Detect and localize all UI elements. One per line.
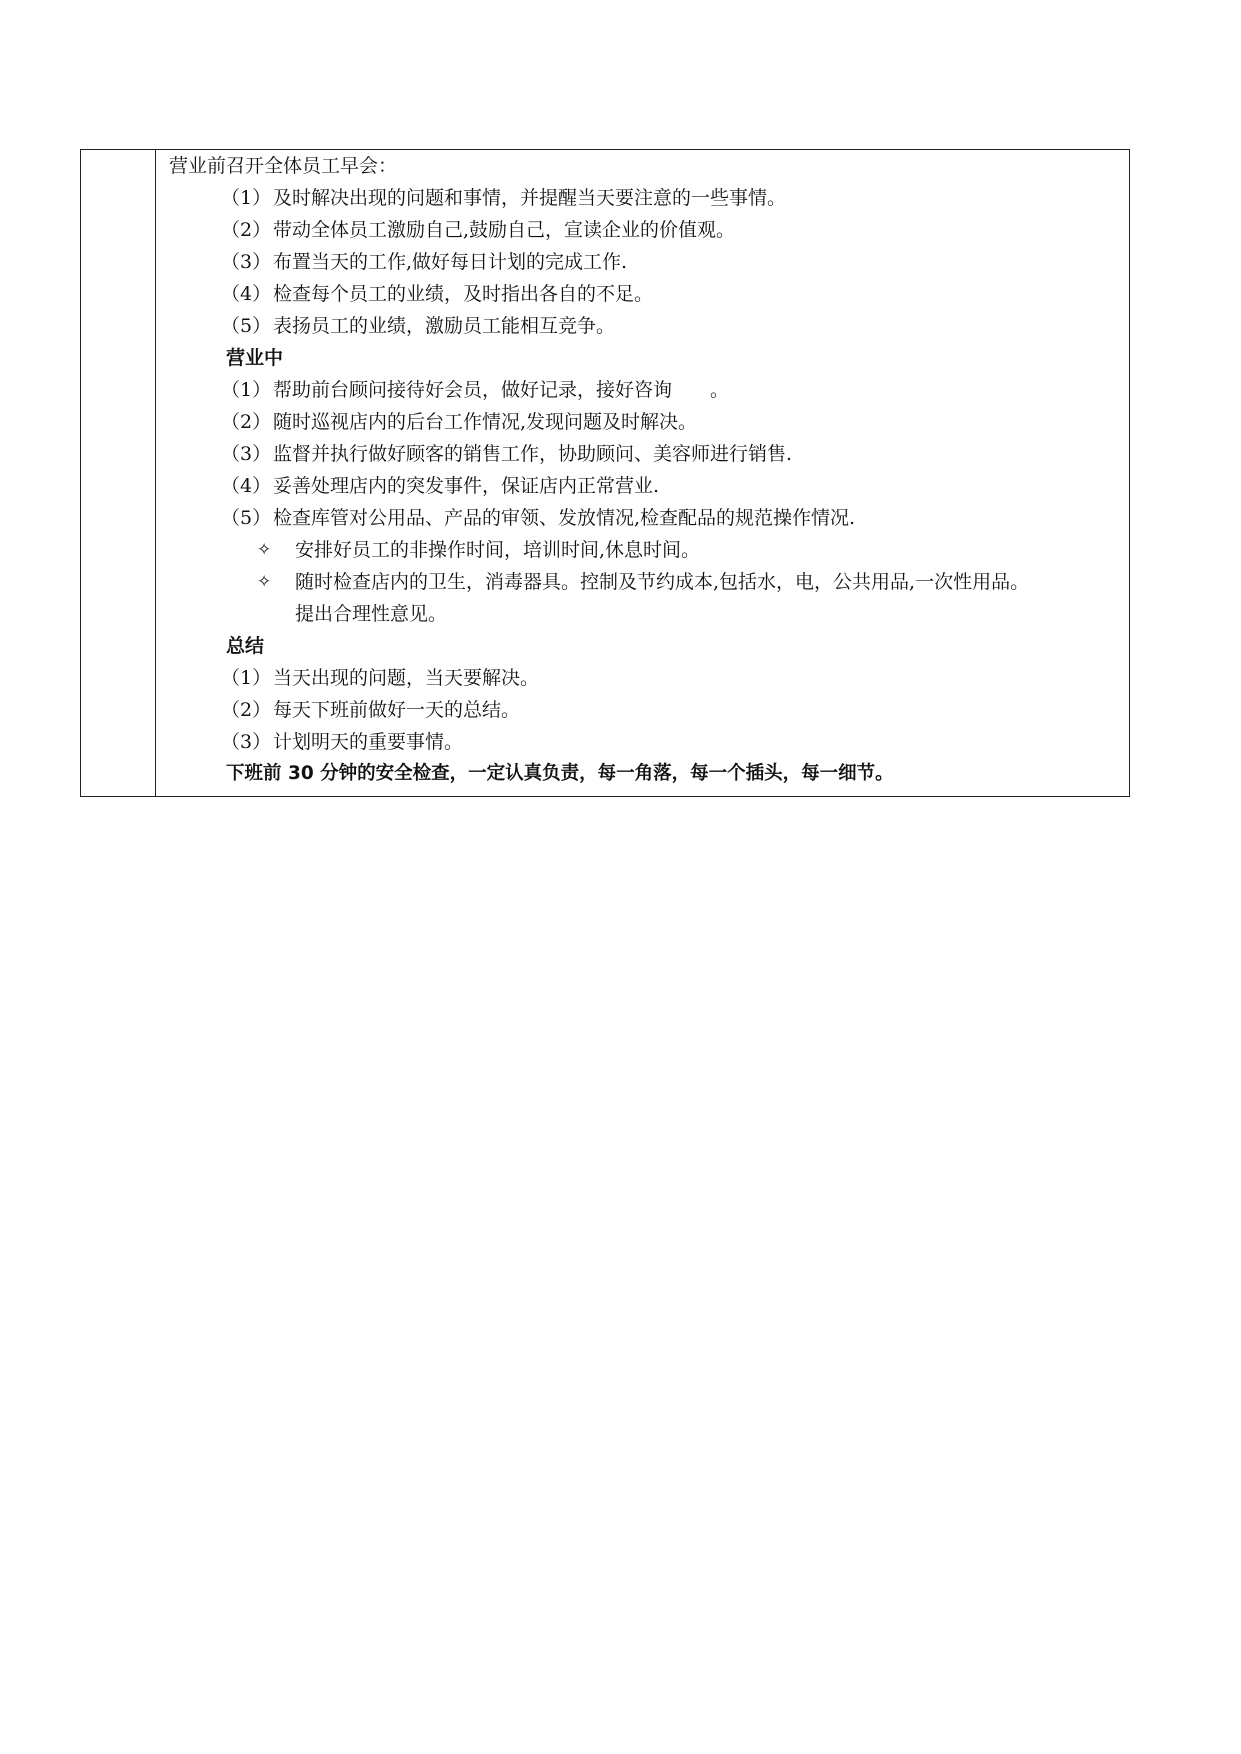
item-text: 表扬员工的业绩，激励员工能相互竞争。 [273,315,616,337]
item-text: 帮助前台顾问接待好会员，做好记录，接好咨询 。 [273,379,730,401]
item-number: （2） [221,699,272,721]
item-text: 检查库管对公用品、产品的审领、发放情况,检查配品的规范操作情况. [273,507,856,529]
intro-text: 营业前召开全体员工早会： [169,155,398,177]
section-heading-summary: 总结 [226,635,265,657]
item-number: （4） [221,475,272,497]
item-number: （5） [221,315,272,337]
bullet-text: 安排好员工的非操作时间，培训时间,休息时间。 [295,539,701,561]
item-number: （5） [221,507,272,529]
section-heading-during: 营业中 [226,347,284,369]
table-content-cell [169,150,1129,796]
item-number: （4） [221,283,272,305]
item-number: （2） [221,411,272,433]
item-number: （1） [221,667,272,689]
item-number: （3） [221,731,272,753]
item-text: 监督并执行做好顾客的销售工作，协助顾问、美容师进行销售. [273,443,793,465]
item-text: 妥善处理店内的突发事件，保证店内正常营业. [273,475,660,497]
diamond-bullet-icon: ✧ [257,540,272,560]
item-number: （1） [221,379,272,401]
document-table [80,149,1130,797]
item-text: 布置当天的工作,做好每日计划的完成工作. [273,251,628,273]
item-text: 带动全体员工激励自己,鼓励自己，宣读企业的价值观。 [273,219,736,241]
item-text: 随时巡视店内的后台工作情况,发现问题及时解决。 [273,411,698,433]
diamond-bullet-icon: ✧ [257,572,272,592]
item-number: （1） [221,187,272,209]
item-text: 当天出现的问题，当天要解决。 [273,667,540,689]
bullet-continuation: 提出合理性意见。 [295,603,448,625]
item-number: （3） [221,443,272,465]
item-text: 每天下班前做好一天的总结。 [273,699,521,721]
bullet-text: 随时检查店内的卫生，消毒器具。控制及节约成本,包括水，电，公共用品,一次性用品。 [295,571,1030,593]
table-left-column [81,150,156,796]
item-number: （3） [221,251,272,273]
item-text: 检查每个员工的业绩，及时指出各自的不足。 [273,283,654,305]
item-text: 计划明天的重要事情。 [273,731,464,753]
item-text: 及时解决出现的问题和事情，并提醒当天要注意的一些事情。 [273,187,787,209]
item-number: （2） [221,219,272,241]
final-safety-note: 下班前 30 分钟的安全检查，一定认真负责，每一角落，每一个插头，每一细节。 [226,763,894,784]
